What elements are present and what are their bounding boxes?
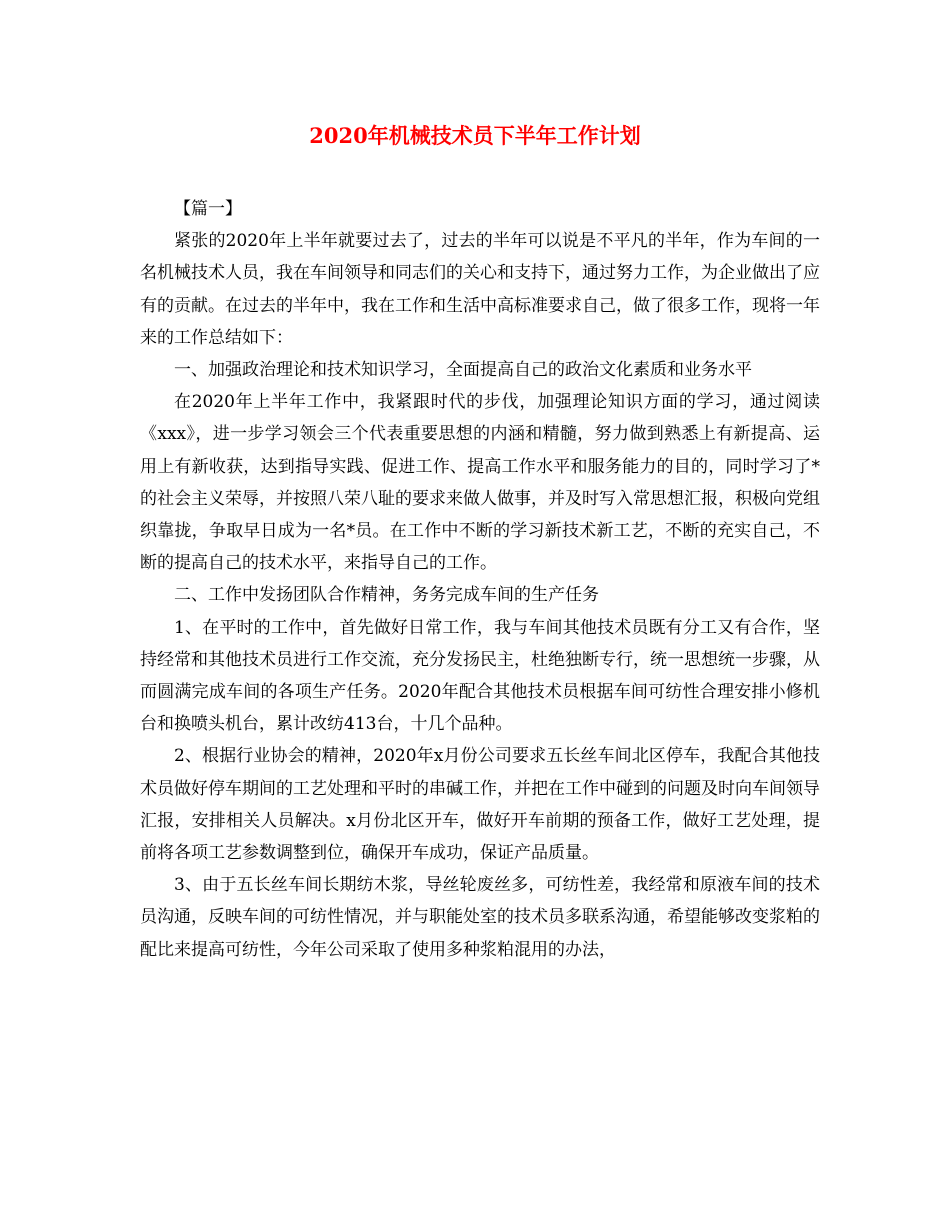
body-paragraph: 2、根据行业协会的精神，2020年x月份公司要求五长丝车间北区停车，我配合其他技术员做好停车期间的工艺处理和平时的串碱工作，并把在工作中碰到的问题及时向车间领导汇报，安排相关人员解决。x月份北区开车，做好开车前期的预备工作，做好工艺处理，提前将各项工艺参数调整到位，确保开车成功，保证产品质量。 <box>140 746 820 864</box>
body-paragraph: 在2020年上半年工作中，我紧跟时代的步伐，加强理论知识方面的学习，通过阅读《xxx》，进一步学习领会三个代表重要思想的内涵和精髓，努力做到熟悉上有新提高、运用上有新收获，达到指导实践、促进工作、提高工作水平和服务能力的目的，同时学习了*的社会主义荣辱，并按照八荣八耻的要求来做人做事，并及时写入常思想汇报，积极向党组织靠拢，争取早日成为一名*员。在工作中不断的学习新技术新工艺，不断的充实自己，不断的提高自己的技术水平，来指导自己的工作。 <box>140 392 820 574</box>
heading-two: 二、工作中发扬团队合作精神，务务完成车间的生产任务 <box>174 585 599 606</box>
document-body <box>140 193 820 966</box>
body-paragraph: 3、由于五长丝车间长期纺木浆，导丝轮废丝多，可纺性差，我经常和原液车间的技术员沟通，反映车间的可纺性情况，并与职能处室的技术员多联系沟通，希望能够改变浆粕的配比来提高可纺性，今年公司采取了使用多种浆粕混用的办法， <box>140 875 820 960</box>
heading-one: 一、加强政治理论和技术知识学习，全面提高自己的政治文化素质和业务水平 <box>174 360 752 381</box>
body-paragraph: 1、在平时的工作中，首先做好日常工作，我与车间其他技术员既有分工又有合作，坚持经常和其他技术员进行工作交流，充分发扬民主，杜绝独断专行，统一思想统一步骤，从而圆满完成车间的各项生产任务。2020年配合其他技术员根据车间可纺性合理安排小修机台和换喷头机台，累计改纺413台，十几个品种。 <box>140 617 820 735</box>
document-title: 2020年机械技术员下半年工作计划 <box>309 123 641 148</box>
intro-paragraph: 紧张的2020年上半年就要过去了，过去的半年可以说是不平凡的半年，作为车间的一名机械技术人员，我在车间领导和同志们的关心和支持下，通过努力工作，为企业做出了应有的贡献。在过去的半年中，我在工作和生活中高标准要求自己，做了很多工作，现将一年来的工作总结如下： <box>140 231 820 348</box>
section-heading: 【篇一】 <box>174 199 242 219</box>
